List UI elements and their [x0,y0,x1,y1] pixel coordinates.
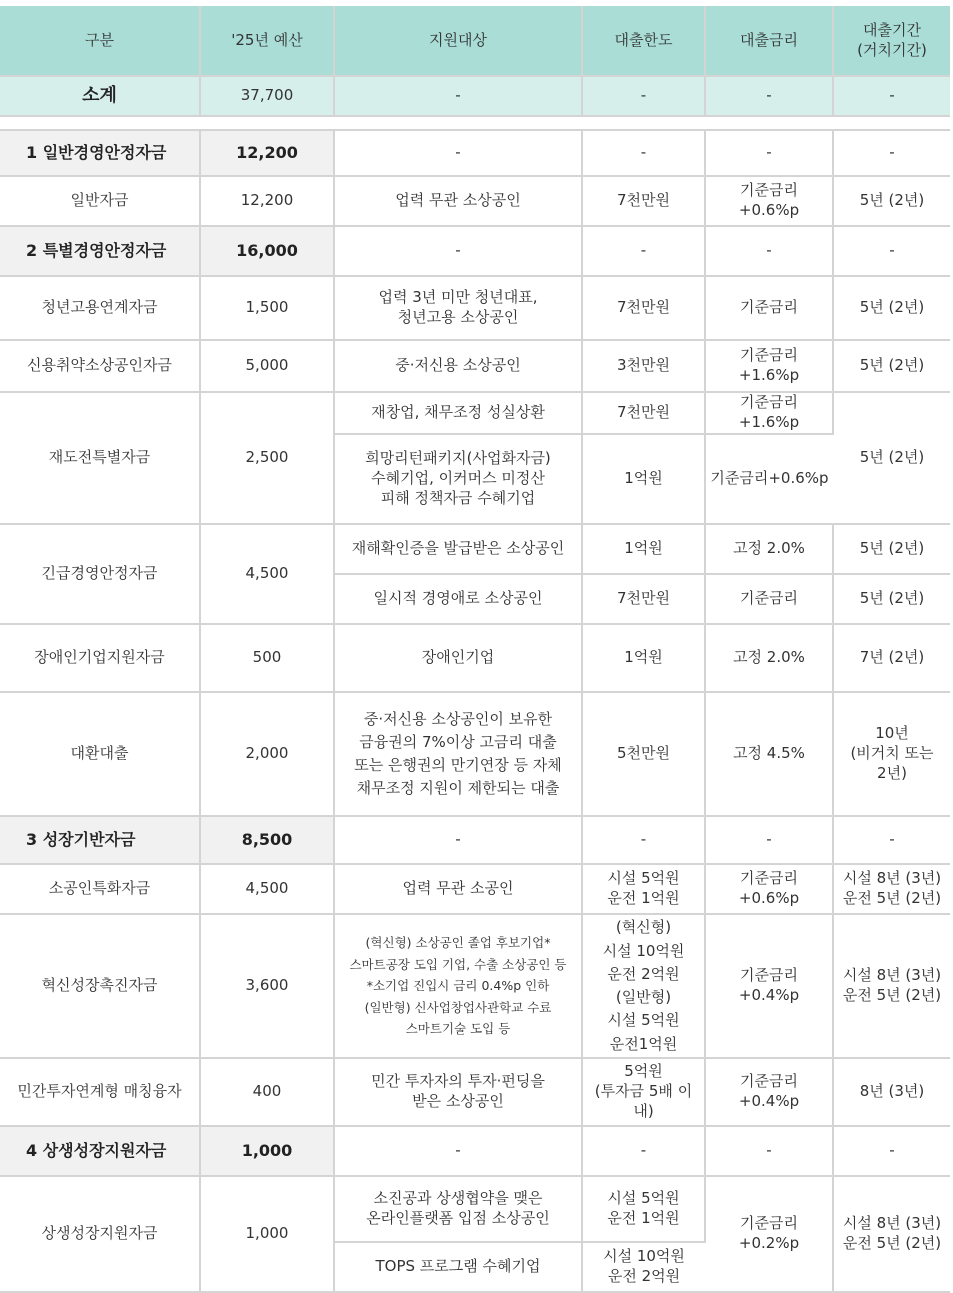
spacer-row [0,116,950,130]
fund-budget: 5,000 [200,340,334,392]
fund-name: 일반자금 [0,176,200,226]
fund-target: 일시적 경영애로 소상공인 [334,574,582,624]
category-budget: 12,200 [200,130,334,176]
category-label: 3 성장기반자금 [0,816,200,864]
fund-period [833,1176,950,1292]
fund-row [0,692,950,816]
period-line: 운전 5년 (2년) [842,986,942,1004]
fund-row [0,914,950,1058]
limit-line: 시설 10억원 [603,1247,685,1266]
period-line: 운전 5년 (2년) [842,1234,942,1252]
fund-target: 재해확인증을 발급받은 소상공인 [334,524,582,574]
fund-budget: 4,500 [200,524,334,624]
fund-rate: 기준금리+0.6%p [705,176,833,226]
fund-target: 장애인기업 [334,624,582,692]
subtotal-budget: 37,700 [200,76,334,116]
fund-rate: 기준금리+0.4%p [705,1058,833,1126]
limit-line: 운전1억원 [609,1034,678,1053]
target-line: 채무조정 지원이 제한되는 대출 [356,779,560,798]
header-period-line: (거치기간) [857,40,927,59]
fund-period: 5년 (2년) [833,574,950,624]
target-line: 민간 투자자의 투자·펀딩을 [371,1072,545,1091]
category-row [0,130,950,176]
limit-line: 시설 5억원 [607,1189,680,1208]
limit-line: 운전 1억원 [607,889,680,907]
fund-budget: 4,500 [200,864,334,914]
fund-name: 청년고용연계자금 [0,276,200,340]
fund-name: 재도전특별자금 [0,392,200,524]
category-row [0,816,950,864]
category-row [0,1126,950,1176]
fund-row [0,1176,950,1242]
category-budget: 8,500 [200,816,334,864]
target-line: 스마트기술 도입 등 [405,1021,511,1037]
target-line: 피해 정책자금 수혜기업 [380,488,536,507]
category-period: - [833,130,950,176]
fund-target [334,434,582,524]
fund-limit: 7천만원 [582,276,705,340]
subtotal-period: - [833,76,950,116]
category-rate: - [705,130,833,176]
fund-limit [582,1242,705,1292]
fund-limit: 1억원 [582,524,705,574]
fund-budget: 2,500 [200,392,334,524]
fund-name: 혁신성장촉진자금 [0,914,200,1058]
category-limit: - [582,816,705,864]
category-period: - [833,1126,950,1176]
fund-rate: 고정 2.0% [705,624,833,692]
fund-rate: 고정 2.0% [705,524,833,574]
category-period: - [833,226,950,276]
fund-period: 5년 (2년) [833,276,950,340]
fund-target [334,1176,582,1242]
fund-rate: 기준금리+0.4%p [705,914,833,1058]
limit-line: 운전 2억원 [607,964,680,983]
fund-name: 대환대출 [0,692,200,816]
fund-period: 7년 (2년) [833,624,950,692]
fund-name: 민간투자연계형 매칭융자 [0,1058,200,1126]
fund-name: 신용취약소상공인자금 [0,340,200,392]
fund-limit: 7천만원 [582,392,705,434]
fund-limit: 3천만원 [582,340,705,392]
period-line: (비거치 또는 [850,744,934,763]
fund-target [334,1058,582,1126]
limit-line: 5억원 [624,1062,663,1081]
target-line: 희망리턴패키지(사업화자금) [365,449,551,468]
fund-target: 재창업, 채무조정 성실상환 [334,392,582,434]
category-rate: - [705,816,833,864]
subtotal-row [0,76,950,116]
target-line: 청년고용 소상공인 [397,308,519,326]
fund-name: 긴급경영안정자금 [0,524,200,624]
category-label: 1 일반경영안정자금 [0,130,200,176]
fund-row [0,176,950,226]
category-period: - [833,816,950,864]
fund-budget: 1,500 [200,276,334,340]
period-line: 10년 [875,724,909,743]
limit-line: (투자금 5배 이내) [594,1082,693,1120]
fund-period: 5년 (2년) [833,392,950,524]
fund-target [334,692,582,816]
target-line: 받은 소상공인 [412,1092,504,1110]
period-line: 시설 8년 (3년) [842,869,942,888]
fund-row [0,392,950,434]
fund-budget: 1,000 [200,1176,334,1292]
target-line: (혁신형) 소상공인 졸업 후보기업* [365,935,551,951]
fund-limit: 1억원 [582,434,705,524]
fund-rate: 기준금리+0.6%p [705,434,833,524]
fund-budget: 2,000 [200,692,334,816]
header-target: 지원대상 [334,6,582,76]
fund-limit: 7천만원 [582,574,705,624]
subtotal-limit: - [582,76,705,116]
fund-row [0,864,950,914]
subtotal-target: - [334,76,582,116]
fund-name: 소공인특화자금 [0,864,200,914]
fund-budget: 500 [200,624,334,692]
target-line: 업력 3년 미만 청년대표, [378,288,538,307]
category-row [0,226,950,276]
subtotal-label: 소계 [0,76,200,116]
limit-line: 시설 5억원 [607,869,680,888]
spacer [0,116,950,130]
category-target: - [334,130,582,176]
category-limit: - [582,226,705,276]
target-line: 금융권의 7%이상 고금리 대출 [359,732,557,751]
limit-line: 시설 10억원 [602,941,685,960]
category-rate: - [705,1126,833,1176]
fund-name: 장애인기업지원자금 [0,624,200,692]
fund-target [334,276,582,340]
fund-rate: 기준금리+1.6%p [705,340,833,392]
limit-line: 운전 1억원 [607,1209,680,1227]
fund-rate: 기준금리+0.2%p [705,1176,833,1292]
period-line: 2년) [877,763,907,782]
fund-target: 업력 무관 소공인 [334,864,582,914]
period-line: 시설 8년 (3년) [842,966,942,985]
header-period [833,6,950,76]
target-line: 수혜기업, 이커머스 미정산 [371,469,545,488]
header-category: 구분 [0,6,200,76]
category-label: 2 특별경영안정자금 [0,226,200,276]
fund-row [0,276,950,340]
target-line: (일반형) 신사업창업사관학교 수료 [364,999,552,1015]
header-period-line: 대출기간 [863,20,921,39]
limit-line: 시설 5억원 [607,1011,680,1030]
fund-rate: 기준금리 [705,276,833,340]
fund-budget: 400 [200,1058,334,1126]
fund-target [334,914,582,1058]
limit-line: (혁신형) [615,918,672,937]
limit-line: (일반형) [615,988,672,1006]
fund-limit: 7천만원 [582,176,705,226]
target-line: 중·저신용 소상공인이 보유한 [363,709,553,728]
category-target: - [334,226,582,276]
fund-target: 중·저신용 소상공인 [334,340,582,392]
fund-period [833,692,950,816]
fund-period [833,864,950,914]
limit-line: 운전 2억원 [607,1267,681,1285]
fund-period: 5년 (2년) [833,524,950,574]
fund-row [0,1058,950,1126]
target-line: 또는 은행권의 만기연장 등 자체 [354,756,562,774]
fund-period: 5년 (2년) [833,176,950,226]
fund-limit [582,914,705,1058]
fund-limit [582,864,705,914]
fund-target: 업력 무관 소상공인 [334,176,582,226]
loan-table [0,6,950,1293]
fund-row [0,340,950,392]
category-rate: - [705,226,833,276]
category-budget: 1,000 [200,1126,334,1176]
fund-budget: 12,200 [200,176,334,226]
fund-rate: 기준금리+1.6%p [705,392,833,434]
target-line: 스마트공장 도입 기업, 수출 소상공인 등 [349,956,567,972]
fund-name: 상생성장지원자금 [0,1176,200,1292]
category-label: 4 상생성장지원자금 [0,1126,200,1176]
fund-rate: 기준금리 [705,574,833,624]
fund-target: TOPS 프로그램 수혜기업 [334,1242,582,1292]
header-budget: '25년 예산 [200,6,334,76]
fund-row [0,624,950,692]
fund-limit [582,1176,705,1242]
target-line: 온라인플랫폼 입점 소상공인 [366,1209,550,1227]
header-rate: 대출금리 [705,6,833,76]
fund-period: 8년 (3년) [833,1058,950,1126]
fund-limit [582,1058,705,1126]
period-line: 운전 5년 (2년) [842,889,942,907]
table-header-row [0,6,950,76]
category-limit: - [582,1126,705,1176]
target-line: *소기업 진입시 금리 0.4%p 인하 [366,978,550,994]
fund-budget: 3,600 [200,914,334,1058]
period-line: 시설 8년 (3년) [842,1214,942,1233]
fund-rate: 고정 4.5% [705,692,833,816]
fund-period: 5년 (2년) [833,340,950,392]
header-limit: 대출한도 [582,6,705,76]
fund-limit: 1억원 [582,624,705,692]
fund-rate: 기준금리+0.6%p [705,864,833,914]
subtotal-rate: - [705,76,833,116]
category-budget: 16,000 [200,226,334,276]
category-target: - [334,816,582,864]
category-limit: - [582,130,705,176]
category-target: - [334,1126,582,1176]
fund-row [0,524,950,574]
fund-limit: 5천만원 [582,692,705,816]
target-line: 소진공과 상생협약을 맺은 [373,1189,543,1208]
fund-period [833,914,950,1058]
